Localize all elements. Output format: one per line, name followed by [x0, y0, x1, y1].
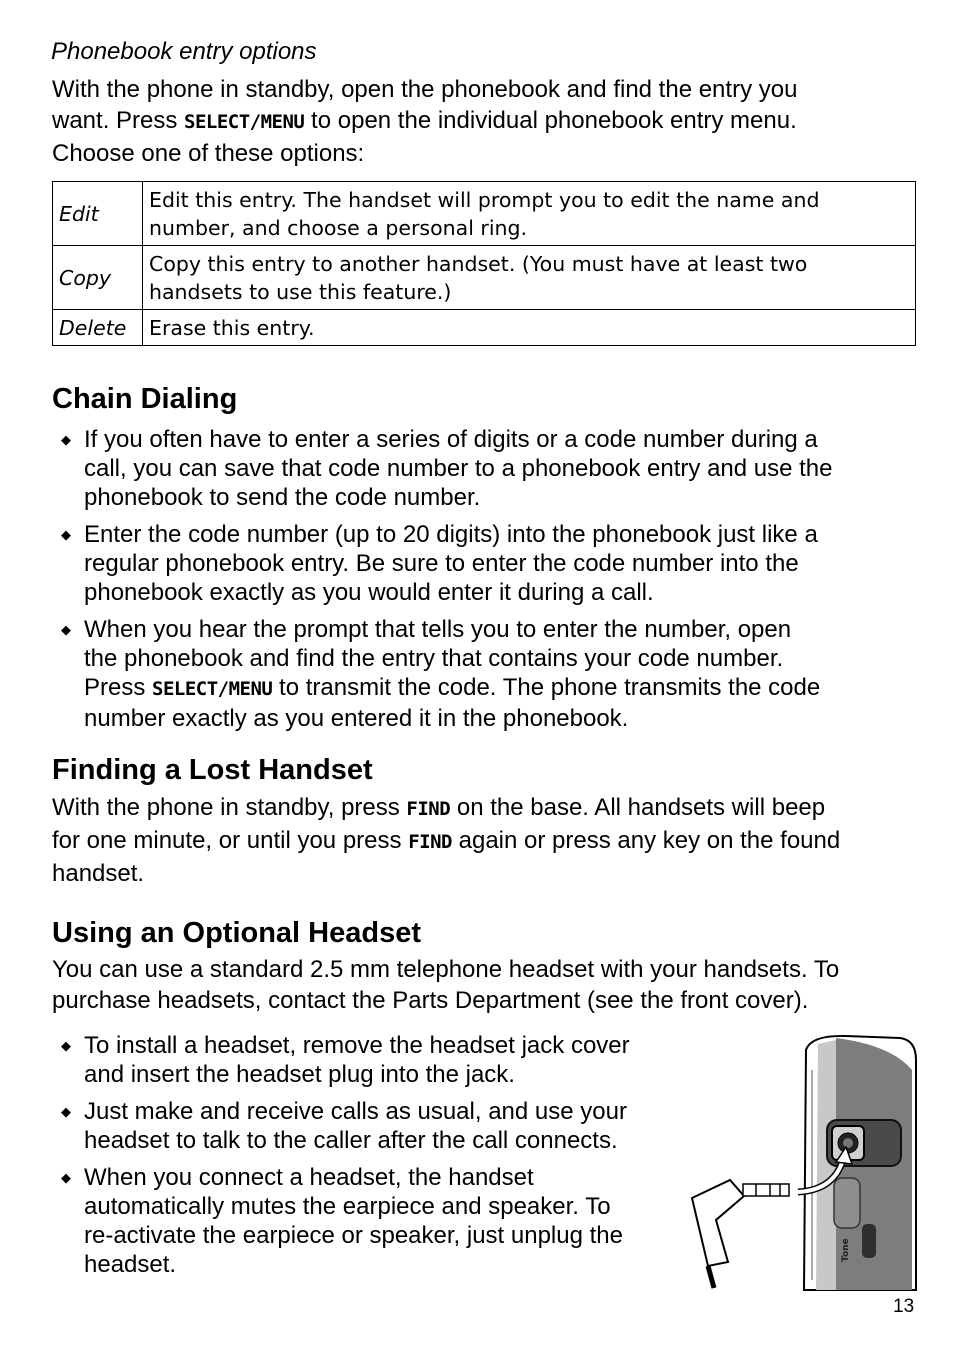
find-key: FIND: [406, 798, 451, 820]
option-name: Copy: [53, 246, 143, 310]
find-key: FIND: [408, 831, 452, 853]
list-item: ◆ Just make and receive calls as usual, and use your headset to talk to the caller after the call connects.: [52, 1097, 692, 1155]
list-item: ◆ If you often have to enter a series of digits or a code number during a call, you can save that code number to a phonebook entry and use the phonebook to send the code number.: [52, 425, 932, 512]
finding-handset-paragraph: With the phone in standby, press FIND on the base. All handsets will beep for one minute, or until you press FIND again or press any key on the found handset.: [52, 794, 841, 887]
list-item: ◆ When you connect a headset, the handset automatically mutes the earpiece and speaker. To re-activate the earpiece or speaker, just unplug the headset.: [52, 1163, 692, 1279]
headset-paragraph: You can use a standard 2.5 mm telephone headset with your handsets. To purchase headsets, contact the Parts Department (see the front cover).: [52, 956, 840, 1014]
finding-handset-heading: Finding a Lost Handset: [52, 754, 373, 786]
option-description: Copy this entry to another handset. (You must have at least two handsets to use this feature.): [143, 246, 916, 310]
table-row: [53, 246, 916, 310]
list-item: ◆ Enter the code number (up to 20 digits) into the phonebook just like a regular phonebook entry. Be sure to enter the code number into the phonebook exactly as you would enter it during a call.: [52, 520, 932, 607]
headset-heading: Using an Optional Headset: [52, 917, 421, 949]
list-item: ◆ When you hear the prompt that tells you to enter the number, open the phonebook and find the entry that contains your code number. Press SELECT/MENU to transmit the code. The phone transmits the code number exactly as you entered it in the phonebook.: [52, 615, 932, 733]
option-name: Edit: [53, 182, 143, 246]
option-description: Erase this entry.: [143, 310, 916, 346]
list-item: ◆ To install a headset, remove the headset jack cover and insert the headset plug into the jack.: [52, 1031, 692, 1089]
select-menu-key: SELECT/MENU: [152, 678, 273, 700]
select-menu-key: SELECT/MENU: [184, 111, 305, 133]
table-row: [53, 182, 916, 246]
phonebook-options-table: [52, 181, 916, 346]
chain-dialing-list: [52, 425, 932, 741]
headset-jack-illustration: [686, 1030, 922, 1292]
option-description: Edit this entry. The handset will prompt you to edit the name and number, and choose a personal ring.: [143, 182, 916, 246]
subsection-title: Phonebook entry options: [51, 38, 317, 65]
option-name: Delete: [53, 310, 143, 346]
table-row: [53, 310, 916, 346]
intro-paragraph: With the phone in standby, open the phonebook and find the entry you want. Press SELECT/MENU to open the individual phonebook entry menu. Choose one of these options:: [52, 76, 798, 167]
page-number: 13: [893, 1296, 915, 1317]
chain-dialing-heading: Chain Dialing: [52, 383, 238, 415]
headset-list: [52, 1031, 692, 1287]
tone-label: Tone: [841, 1238, 851, 1262]
